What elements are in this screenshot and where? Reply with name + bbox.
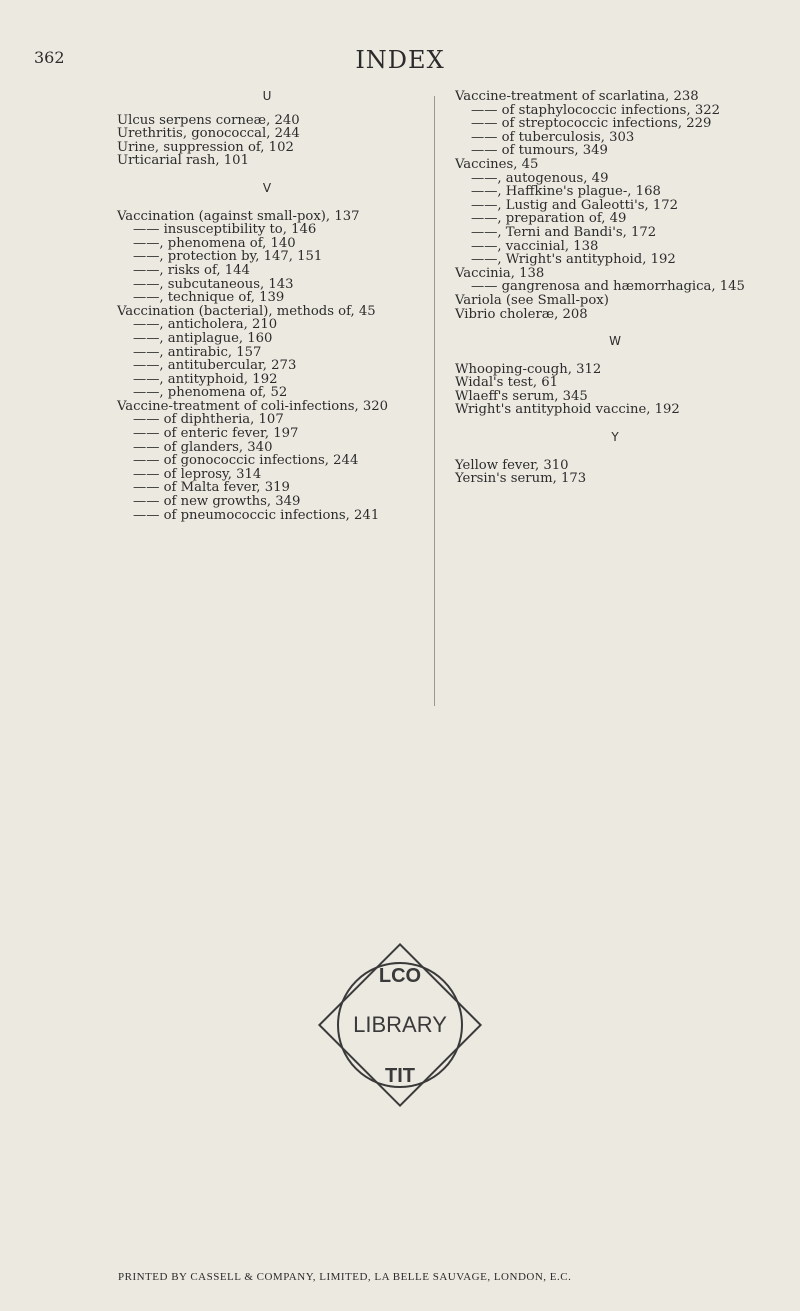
- index-entry: Ulcus serpens corneæ, 240: [117, 112, 300, 128]
- index-subentry: ——, subcutaneous, 143: [133, 276, 294, 292]
- stamp-middle-text: LIBRARY: [353, 1012, 447, 1037]
- index-subentry: ——, antiplague, 160: [133, 330, 273, 346]
- index-subentry: ——, antirabic, 157: [133, 344, 262, 360]
- printer-footer: PRINTED BY CASSELL & COMPANY, LIMITED, LA BELLE SAUVAGE, LONDON, E.C.: [118, 1271, 572, 1283]
- index-subentry: —— of gonococcic infections, 244: [133, 453, 359, 469]
- index-subentry: —— of new growths, 349: [133, 494, 301, 510]
- index-subentry: ——, Lustig and Galeotti's, 172: [471, 197, 679, 213]
- index-entry: Wright's antityphoid vaccine, 192: [455, 402, 680, 418]
- section-letter: Y: [611, 430, 619, 445]
- index-entry: Widal's test, 61: [455, 375, 558, 391]
- index-subentry: ——, protection by, 147, 151: [133, 249, 323, 265]
- library-stamp: [305, 930, 495, 1120]
- index-entry: Urine, suppression of, 102: [117, 139, 294, 155]
- index-subentry: —— insusceptibility to, 146: [133, 222, 317, 238]
- index-entry: Yersin's serum, 173: [455, 471, 587, 487]
- index-column-right: [455, 90, 775, 486]
- index-entry: Vibrio choleræ, 208: [455, 306, 588, 322]
- index-subentry: —— of enteric fever, 197: [133, 426, 299, 442]
- index-subentry: ——, antitubercular, 273: [133, 358, 297, 374]
- index-subentry: —— of leprosy, 314: [133, 466, 262, 482]
- section-letter: W: [609, 334, 621, 349]
- index-subentry: ——, antityphoid, 192: [133, 371, 278, 387]
- index-subentry: —— of staphylococcic infections, 322: [471, 102, 720, 118]
- index-subentry: ——, anticholera, 210: [133, 317, 278, 333]
- index-subentry: ——, Terni and Bandi's, 172: [471, 224, 657, 240]
- index-subentry: —— of pneumococcic infections, 241: [133, 507, 380, 523]
- column-divider: [434, 96, 435, 706]
- index-entry: Urethritis, gonococcal, 244: [117, 126, 300, 142]
- section-letter: U: [262, 89, 272, 103]
- stamp-bottom-text: TIT: [385, 1065, 415, 1087]
- index-subentry: ——, Haffkine's plague-, 168: [471, 184, 661, 200]
- index-subentry: ——, autogenous, 49: [471, 170, 609, 186]
- index-subentry: ——, risks of, 144: [133, 262, 250, 278]
- index-subentry: —— of tuberculosis, 303: [471, 129, 635, 145]
- index-subentry: —— of streptococcic infections, 229: [471, 116, 712, 132]
- index-entry: Urticarial rash, 101: [117, 153, 249, 169]
- index-entry: Vaccination (against small-pox), 137: [117, 208, 360, 224]
- stamp-top-text: LCO: [378, 965, 422, 987]
- index-subentry: ——, vaccinial, 138: [471, 238, 599, 254]
- index-subentry: ——, phenomena of, 52: [133, 385, 288, 401]
- index-entry: Vaccinia, 138: [455, 265, 545, 281]
- index-entry: Vaccine-treatment of coli-infections, 320: [117, 398, 389, 414]
- index-entry: Vaccination (bacterial), methods of, 45: [117, 303, 376, 319]
- index-subentry: ——, technique of, 139: [133, 290, 285, 306]
- page-header: INDEX: [355, 46, 445, 74]
- index-entry: Vaccines, 45: [455, 156, 539, 172]
- index-subentry: —— of tumours, 349: [471, 143, 608, 159]
- index-subentry: —— gangrenosa and hæmorrhagica, 145: [471, 279, 745, 295]
- index-entry: Yellow fever, 310: [455, 457, 569, 473]
- section-letter: V: [262, 180, 272, 195]
- index-subentry: —— of Malta fever, 319: [133, 480, 290, 496]
- index-column-left: [117, 90, 417, 522]
- page-number: 362: [34, 48, 65, 67]
- index-subentry: ——, phenomena of, 140: [133, 235, 296, 251]
- index-entry: Whooping-cough, 312: [455, 361, 602, 377]
- index-subentry: ——, Wright's antityphoid, 192: [471, 252, 676, 268]
- index-subentry: ——, preparation of, 49: [471, 211, 627, 227]
- index-subentry: —— of glanders, 340: [133, 439, 273, 455]
- index-subentry: —— of diphtheria, 107: [133, 412, 284, 428]
- index-entry: Vaccine-treatment of scarlatina, 238: [455, 89, 699, 104]
- index-entry: Wlaeff's serum, 345: [455, 388, 588, 404]
- index-entry: Variola (see Small-pox): [455, 292, 609, 308]
